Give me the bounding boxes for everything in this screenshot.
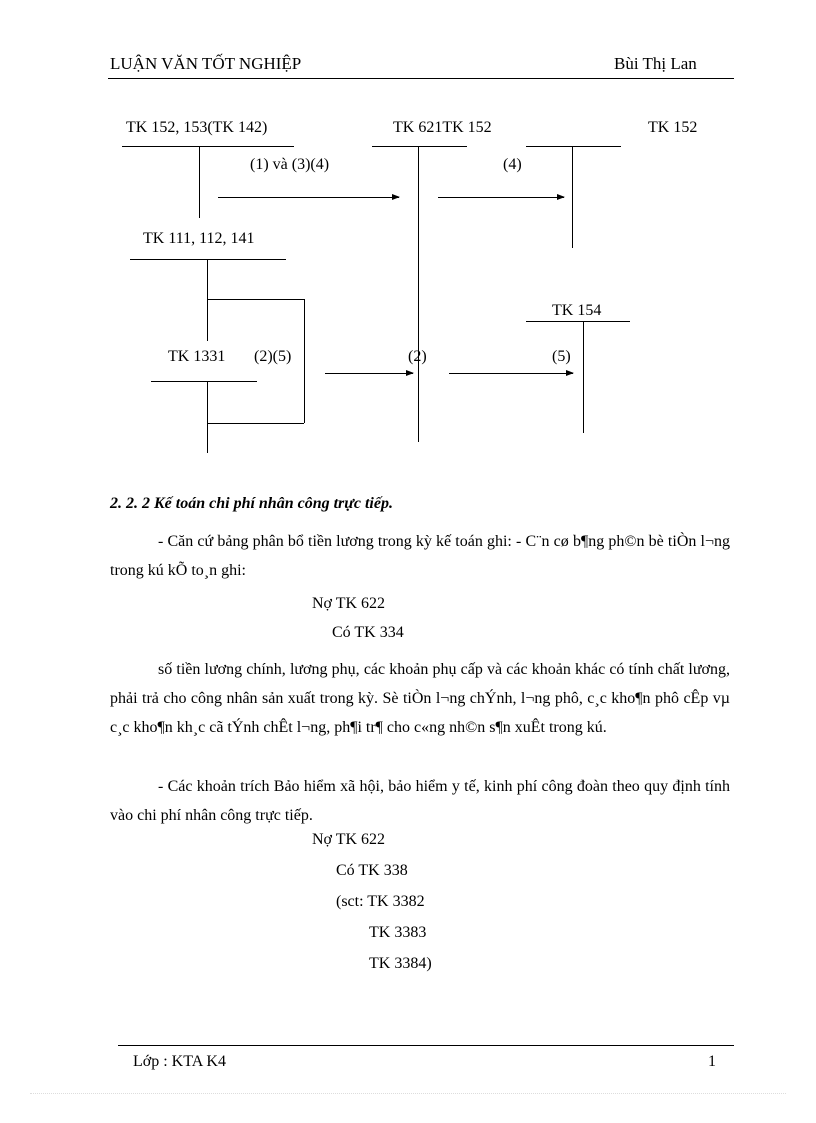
t-account-line [151, 381, 257, 382]
paragraph-2-text: số tiền lương chính, lương phụ, các khoản phụ cấp và các khoản khác có tính chất lương, phải trả cho công nhân sản xuất trong kỳ. Sè tiÒn l¬ng chÝnh, l¬ng phô, c¸c kho¶n phô cÊp vµ c¸c kho¶n kh¸c cã tÝnh chÊt l¬ng, ph¶i tr¶ cho c«ng nh©n s¶n xuÊt trong kú. [110, 661, 730, 736]
header-title: LUẬN VĂN TỐT NGHIỆP [110, 54, 302, 73]
entry-2-credit: Có TK 338 [336, 862, 408, 879]
paragraph-3 [110, 772, 730, 830]
entry-1-debit: Nợ TK 622 [312, 595, 386, 612]
flow-label-4: (2) [408, 348, 427, 365]
account-tk111: TK 111, 112, 141 [143, 230, 255, 247]
t-account-line [130, 259, 286, 260]
t-account-stem [207, 381, 208, 453]
entry-2-sub-2: TK 3383 [369, 924, 427, 941]
t-account-line [122, 146, 294, 147]
account-tk152: TK 152 [648, 119, 698, 136]
account-tk621: TK 621TK 152 [393, 119, 492, 136]
paragraph-3-text: - Các khoản trích Bảo hiểm xã hội, bảo hiểm y tế, kinh phí công đoàn theo quy định tính vào chi phí nhân công trực tiếp. [110, 778, 730, 824]
bracket-bottom [207, 423, 304, 424]
flow-label-5: (5) [552, 348, 571, 365]
header-author: Bùi Thị Lan [614, 54, 697, 73]
flow-label-1: (1) và (3)(4) [250, 156, 330, 173]
t-account-stem [207, 259, 208, 341]
t-account-line [526, 321, 630, 322]
paragraph-2 [110, 655, 730, 742]
page-number: 1 [708, 1053, 716, 1070]
paragraph-1 [110, 527, 730, 585]
bracket-top [207, 299, 304, 300]
account-tk154: TK 154 [552, 302, 602, 319]
t-account-line [372, 146, 467, 147]
account-tk1331: TK 1331 [168, 348, 226, 365]
flow-label-2: (4) [503, 156, 522, 173]
entry-1-credit: Có TK 334 [332, 624, 404, 641]
footer-rule [118, 1045, 734, 1046]
t-account-stem [199, 146, 200, 218]
t-account-stem [418, 146, 419, 442]
entry-2-debit: Nợ TK 622 [312, 831, 386, 848]
account-tk152-153: TK 152, 153(TK 142) [126, 119, 268, 136]
entry-2-sub-1: (sct: TK 3382 [336, 893, 425, 910]
t-account-stem [583, 321, 584, 433]
footer-class-label: Lớp : KTA K4 [133, 1053, 226, 1070]
bracket-right [304, 299, 305, 423]
entry-2-sub-3: TK 3384) [369, 955, 432, 972]
page-edge-dots [30, 1093, 786, 1094]
flow-arrow [325, 373, 413, 374]
t-account-line [526, 146, 621, 147]
flow-arrow [449, 373, 573, 374]
flow-label-3: (2)(5) [254, 348, 292, 365]
flow-arrow [218, 197, 399, 198]
section-heading: 2. 2. 2 Kế toán chi phí nhân công trực tiếp. [110, 495, 393, 512]
t-account-stem [572, 146, 573, 248]
paragraph-1-text: - Căn cứ bảng phân bổ tiền lương trong kỳ kế toán ghi: - C¨n cø b¶ng ph©n bè tiÒn l¬ng trong kú kÕ to¸n ghi: [110, 533, 730, 579]
flow-arrow [438, 197, 564, 198]
header-rule [108, 78, 734, 79]
